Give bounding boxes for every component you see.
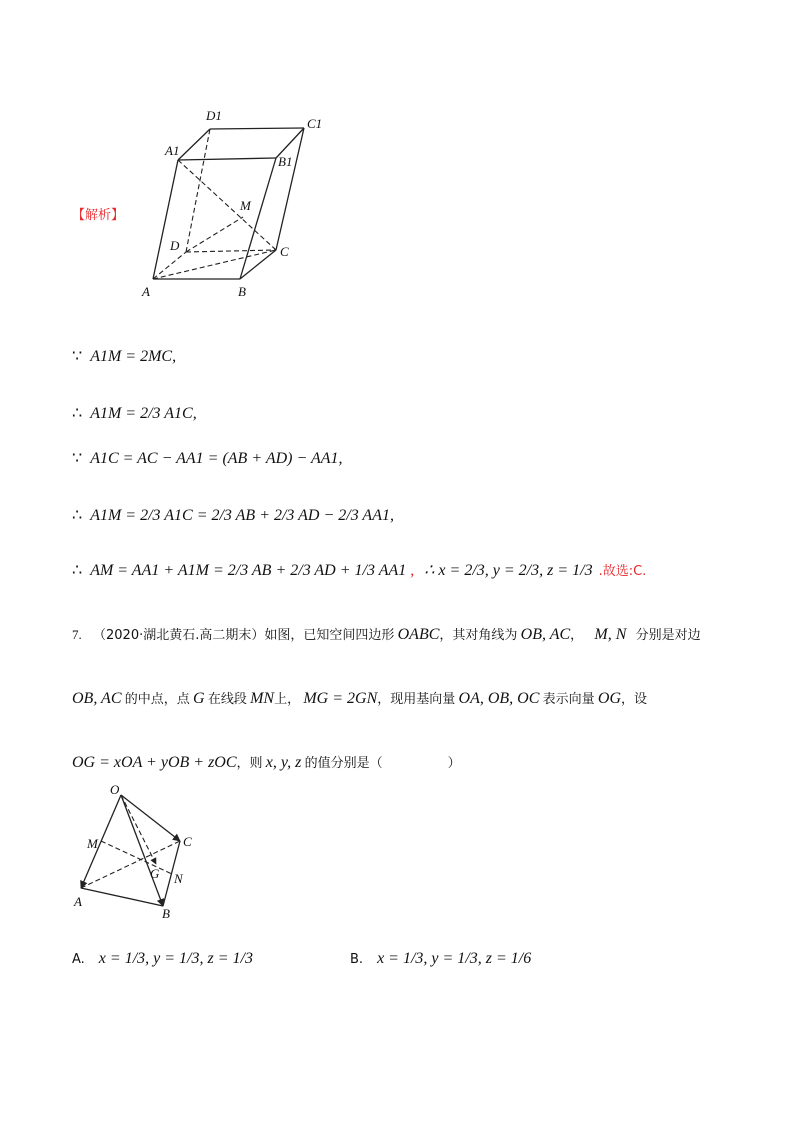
solution-line-3-expr: A1C = AC − AA1 = (AB + AD) − AA1, [90, 450, 343, 467]
label-m: M [240, 198, 251, 213]
label-c2: C [183, 834, 192, 849]
option-a[interactable] [72, 950, 253, 968]
label-c1: C1 [307, 116, 323, 131]
solution-line-1-expr: A1M = 2MC, [90, 348, 177, 365]
question-7-line-3: OG = xOA + yOB + zOC，则 x, y, z 的值分别是（ ） [72, 754, 461, 771]
option-a-label: A. [72, 952, 85, 967]
option-b-text: x = 1/3, y = 1/3, z = 1/6 [377, 950, 532, 967]
solution-line-4: ∴ A1M = 2/3 A1C = 2/3 AB + 2/3 AD − 2/3 AA1, [72, 507, 394, 524]
label-a: A [142, 284, 150, 299]
solution-comma: , [410, 562, 415, 579]
label-c: C [280, 244, 289, 259]
solution-xyz: ∴ x = 2/3, y = 2/3, z = 1/3 [424, 562, 593, 579]
solution-line-5: ∴ AM = AA1 + A1M = 2/3 AB + 2/3 AD + 1/3 AA1 , ∴ x = 2/3, y = 2/3, z = 1/3 .故选:C. [72, 562, 647, 579]
solution-line-5-expr: AM = AA1 + A1M = 2/3 AB + 2/3 AD + 1/3 AA1 [90, 562, 407, 579]
solution-line-2-expr: A1M = 2/3 A1C, [90, 405, 197, 422]
tetrahedron-figure [70, 780, 210, 920]
question-7-line-2: OB, AC 的中点，点 G 在线段 MN上， MG = 2GN，现用基向量 OA, OB, OC 表示向量 OG，设 [72, 690, 648, 707]
solution-line-4-expr: A1M = 2/3 A1C = 2/3 AB + 2/3 AD − 2/3 AA1, [90, 507, 394, 524]
label-o: O [110, 782, 120, 797]
label-g: G [150, 866, 160, 881]
question-number: 7. [72, 627, 82, 642]
solution-line-3: ∵ A1C = AC − AA1 = (AB + AD) − AA1, [72, 450, 343, 467]
option-a-text: x = 1/3, y = 1/3, z = 1/3 [98, 950, 253, 967]
label-d: D [170, 238, 180, 253]
label-a1: A1 [165, 143, 180, 158]
label-b1: B1 [278, 154, 293, 169]
label-m2: M [87, 836, 98, 851]
label-b: B [238, 284, 246, 299]
label-a2: A [74, 894, 82, 909]
analysis-label: 【解析】 [72, 208, 125, 223]
solution-line-1: ∵ A1M = 2MC, [72, 348, 177, 365]
label-n: N [174, 871, 183, 886]
question-source: （2020·湖北黄石.高二期末） [93, 628, 265, 643]
label-b2: B [162, 906, 170, 920]
solution-answer: .故选:C. [598, 564, 647, 579]
option-b[interactable] [350, 950, 531, 968]
parallelepiped-figure [140, 100, 340, 300]
question-7-line-1: 7. （2020·湖北黄石.高二期末）如图，已知空间四边形 OABC，其对角线为 OB, AC， M, N 分别是对边 [72, 626, 701, 643]
solution-line-2: ∴ A1M = 2/3 A1C, [72, 405, 197, 422]
label-d1: D1 [206, 108, 222, 123]
option-b-label: B. [350, 952, 364, 967]
